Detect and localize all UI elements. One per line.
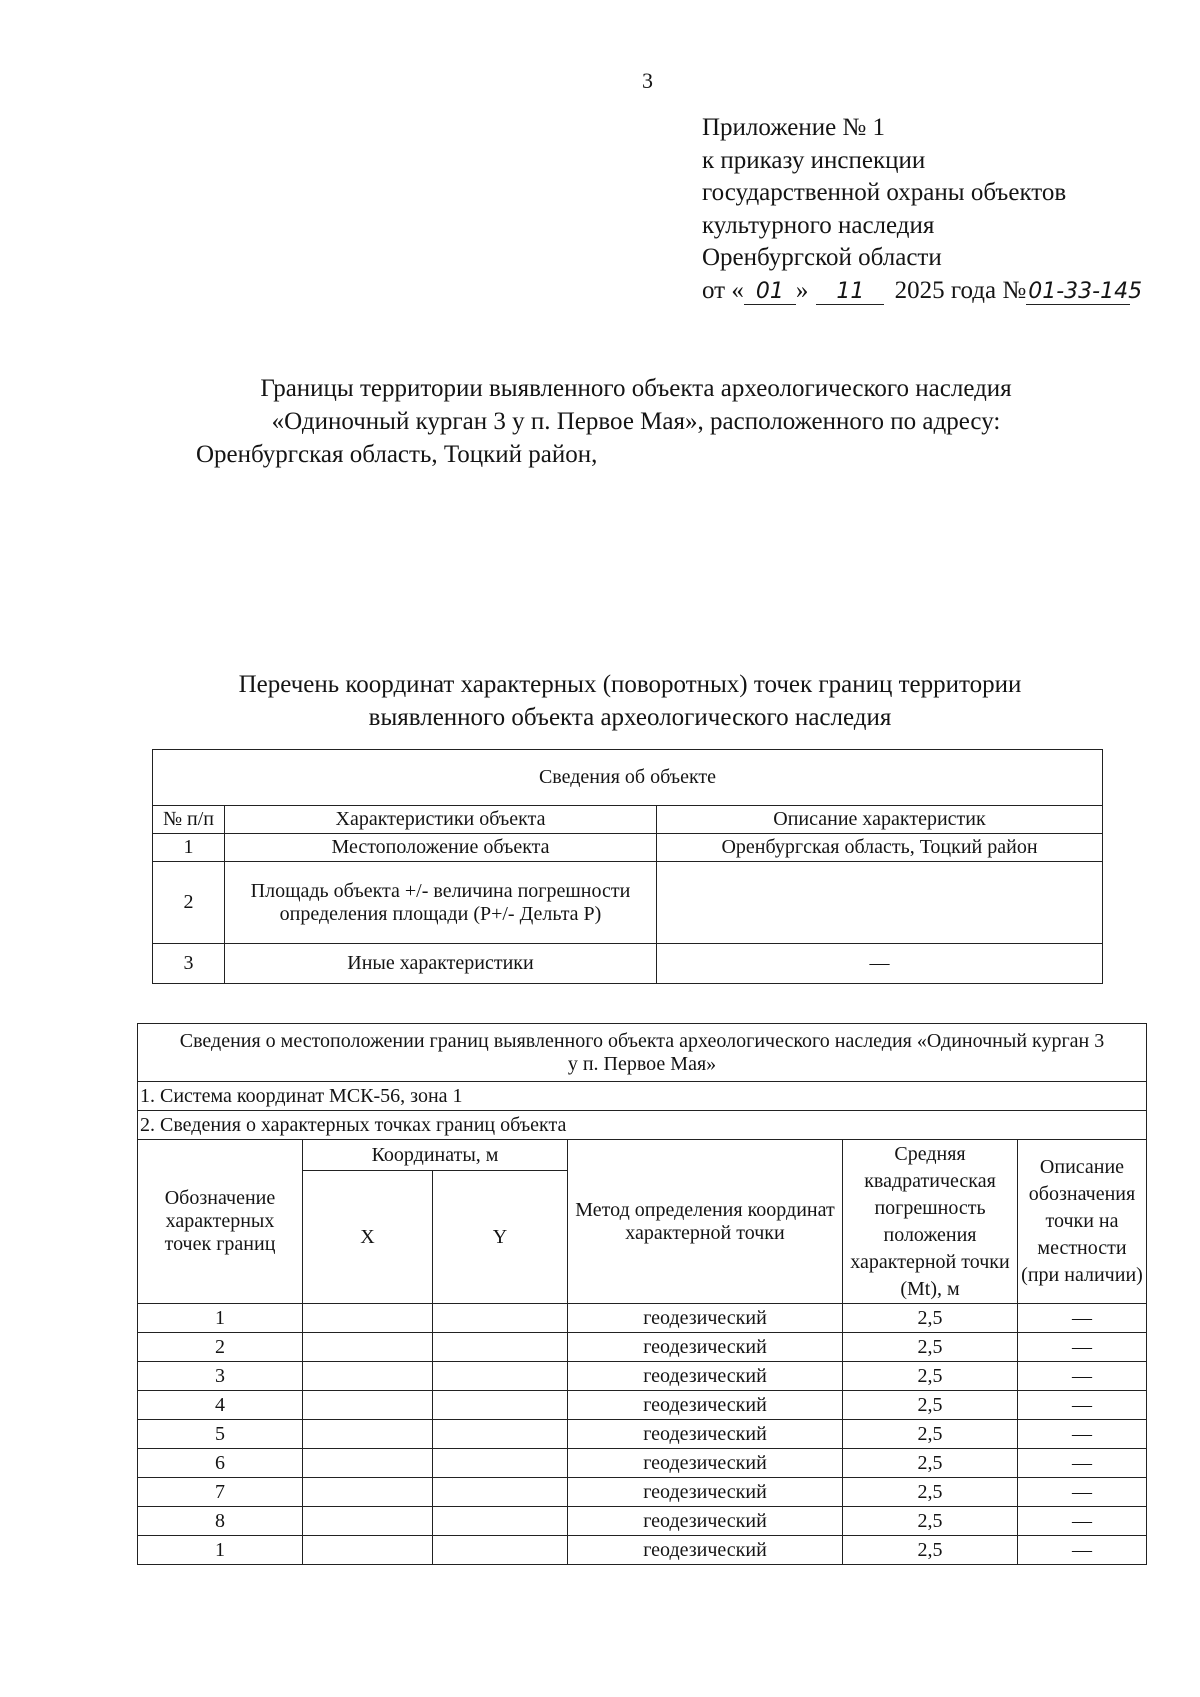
annex-line: к приказу инспекции [702,146,926,174]
annex-line: культурного наследия [702,211,935,239]
coordinate-y [433,1391,568,1420]
error-value: 2,5 [843,1391,1018,1420]
coordinate-y [433,1420,568,1449]
date-day-handwritten: 01 [744,280,796,305]
table-row [138,1420,1147,1449]
coordinate-y [433,1362,568,1391]
header-method: Метод определения координат характерной точки [568,1140,843,1304]
header-cell: Характеристики объекта [225,806,657,834]
point-label: 5 [138,1420,303,1449]
header-cell: № п/п [153,806,225,834]
description-value: — [1018,1304,1147,1333]
table-row [138,1333,1147,1362]
point-label: 1 [138,1304,303,1333]
characteristic-value: Оренбургская область, Тоцкий район [657,834,1103,862]
characteristic-name: Площадь объекта +/- величина погрешности определения площади (P+/- Дельта P) [225,862,657,944]
annex-line: государственной охраны объектов [702,179,1067,206]
point-label: 7 [138,1478,303,1507]
method-value: геодезический [568,1362,843,1391]
annex-line: Оренбургской области [702,244,942,271]
method-value: геодезический [568,1391,843,1420]
table-row [138,1478,1147,1507]
coordinate-system: 1. Система координат МСК-56, зона 1 [138,1082,1147,1111]
method-value: геодезический [568,1333,843,1362]
table-row [153,862,1103,944]
page-number: 3 [642,68,653,93]
coordinate-x [303,1362,433,1391]
coordinate-x [303,1507,433,1536]
header-coordinates: Координаты, м [303,1140,568,1171]
point-label: 1 [138,1536,303,1565]
error-value: 2,5 [843,1420,1018,1449]
description-value: — [1018,1391,1147,1420]
table-caption: Сведения о местоположении границ выявленного объекта археологического наследия «Одиночный курган 3 у п. Первое Мая» [138,1024,1147,1082]
header-y: Y [433,1171,568,1304]
description-value: — [1018,1362,1147,1391]
row-number: 1 [153,834,225,862]
point-label: 2 [138,1333,303,1362]
date-mid: » [795,276,809,304]
method-value: геодезический [568,1507,843,1536]
points-section-title: 2. Сведения о характерных точках границ объекта [138,1111,1147,1140]
table-row [138,1391,1147,1420]
description-value: — [1018,1478,1147,1507]
method-value: геодезический [568,1420,843,1449]
header-error: Средняя квадратическая погрешность положения характерной точки (Mt), м [843,1140,1018,1304]
coordinate-x [303,1333,433,1362]
description-value: — [1018,1507,1147,1536]
error-value: 2,5 [843,1478,1018,1507]
method-value: геодезический [568,1536,843,1565]
order-number-handwritten: 01-33-145 [1028,278,1143,304]
error-value: 2,5 [843,1362,1018,1391]
characteristic-name: Иные характеристики [225,944,657,984]
header-point: Обозначение характерных точек границ [138,1140,303,1304]
heading-line: Перечень координат характерных (поворотных) точек границ территории [238,671,1022,698]
coordinate-x [303,1420,433,1449]
method-value: геодезический [568,1449,843,1478]
coordinate-y [433,1507,568,1536]
table-caption: Сведения об объекте [153,750,1103,806]
table-row [138,1536,1147,1565]
annex-block [702,112,1143,307]
document-title [196,372,1076,471]
characteristic-value: — [657,944,1103,984]
coordinate-x [303,1449,433,1478]
coordinates-list-heading [160,668,1100,734]
coordinate-y [433,1304,568,1333]
description-value: — [1018,1449,1147,1478]
coordinate-y [433,1478,568,1507]
characteristic-name: Местоположение объекта [225,834,657,862]
object-info-table [152,749,1103,984]
table-row [153,834,1103,862]
title-line: «Одиночный курган 3 у п. Первое Мая», расположенного по адресу: [271,408,1001,435]
boundary-points-table [137,1023,1147,1565]
table-row [138,1449,1147,1478]
table-row [138,1304,1147,1333]
header-description: Описание обозначения точки на местности (при наличии) [1018,1140,1147,1304]
error-value: 2,5 [843,1333,1018,1362]
date-prefix: от « [702,276,744,304]
point-label: 3 [138,1362,303,1391]
coordinate-x [303,1391,433,1420]
coordinate-x [303,1478,433,1507]
error-value: 2,5 [843,1304,1018,1333]
description-value: — [1018,1333,1147,1362]
table-row [138,1362,1147,1391]
method-value: геодезический [568,1304,843,1333]
table-row [153,944,1103,984]
order-date-line [702,275,1143,308]
coordinate-y [433,1333,568,1362]
header-x: X [303,1171,433,1304]
description-value: — [1018,1536,1147,1565]
error-value: 2,5 [843,1449,1018,1478]
date-month-handwritten: 11 [816,280,884,305]
method-value: геодезический [568,1478,843,1507]
coordinate-y [433,1449,568,1478]
coordinate-x [303,1304,433,1333]
characteristic-value [657,862,1103,944]
point-label: 4 [138,1391,303,1420]
description-value: — [1018,1420,1147,1449]
annex-line: Приложение № 1 [702,114,886,141]
point-label: 8 [138,1507,303,1536]
row-number: 2 [153,862,225,944]
coordinate-y [433,1536,568,1565]
title-line: Границы территории выявленного объекта археологического наследия [260,375,1012,402]
error-value: 2,5 [843,1507,1018,1536]
header-cell: Описание характеристик [657,806,1103,834]
coordinate-x [303,1536,433,1565]
point-label: 6 [138,1449,303,1478]
title-line: Оренбургская область, Тоцкий район, [196,441,598,468]
row-number: 3 [153,944,225,984]
table-row [138,1507,1147,1536]
date-suffix: 2025 года № [894,276,1027,304]
error-value: 2,5 [843,1536,1018,1565]
heading-line: выявленного объекта археологического наследия [368,704,892,731]
